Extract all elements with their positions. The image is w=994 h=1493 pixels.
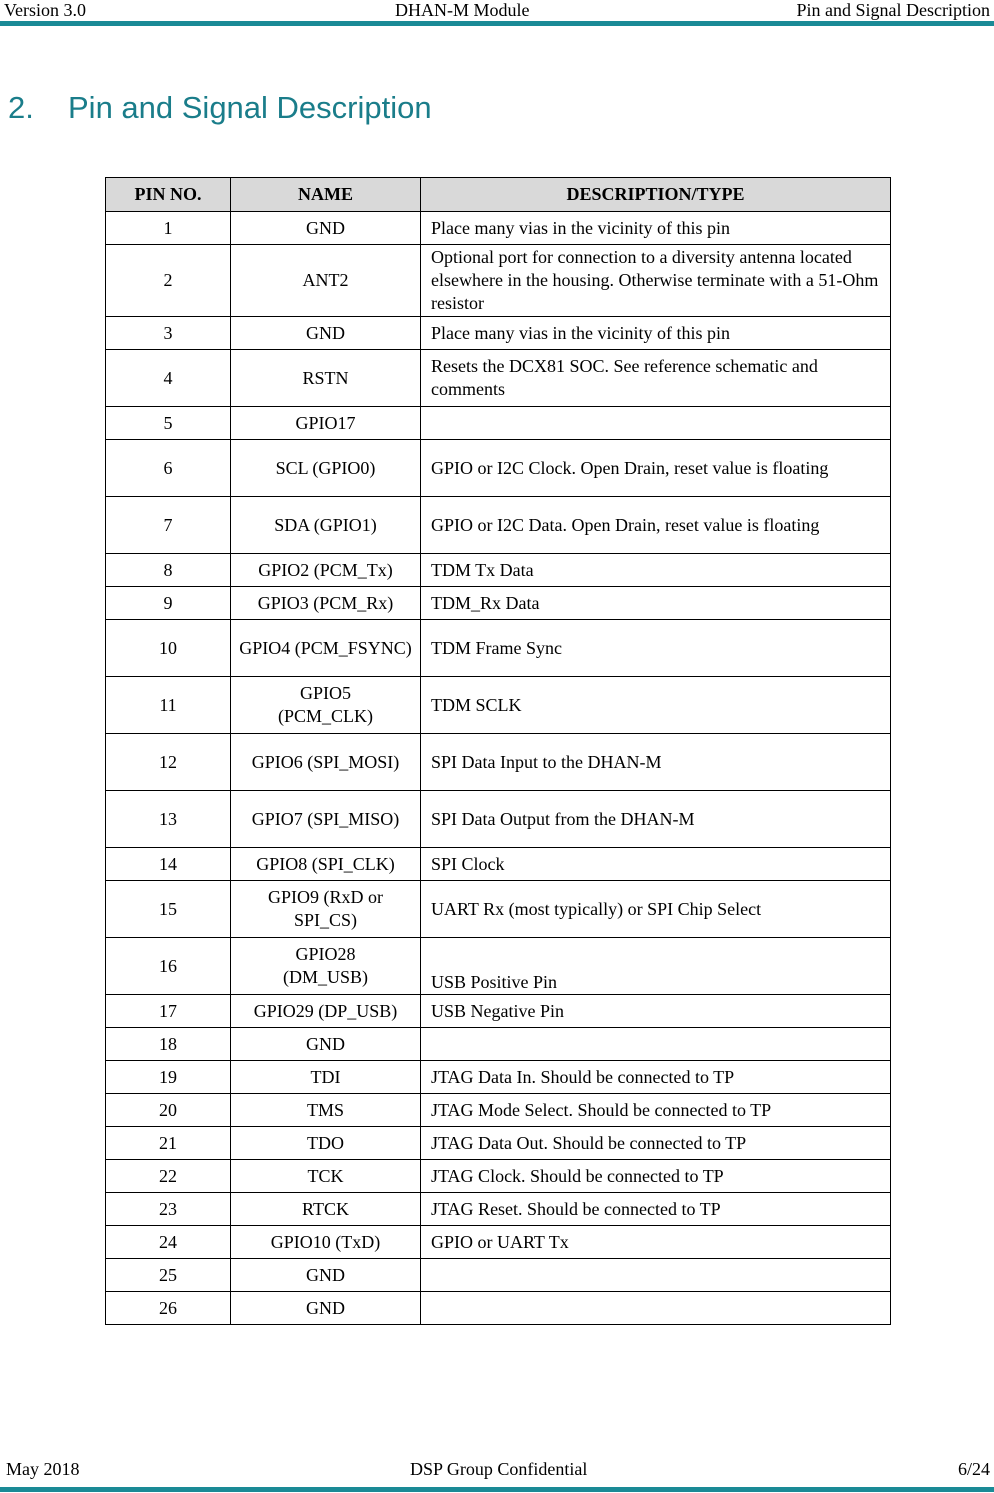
pin-name-text: TMS — [306, 1099, 344, 1120]
pin-name-cell — [231, 407, 421, 440]
pin-description-cell: USB Negative Pin — [421, 995, 891, 1028]
table-row — [106, 1259, 891, 1292]
table-row — [106, 1094, 891, 1127]
footer-confidential: DSP Group Confidential — [410, 1459, 588, 1479]
pin-name-cell — [231, 317, 421, 350]
pin-name-text: RSTN — [302, 367, 349, 388]
table-row — [106, 245, 891, 317]
pin-description-cell: SPI Data Input to the DHAN-M — [421, 734, 891, 791]
pin-name-cell — [231, 350, 421, 407]
pin-description-cell: TDM Tx Data — [421, 554, 891, 587]
pin-name-cell — [231, 554, 421, 587]
pin-number-cell: 17 — [106, 995, 231, 1028]
pin-name-text: TCK — [307, 1165, 344, 1186]
table-row — [106, 1226, 891, 1259]
pin-table — [105, 177, 891, 1325]
pin-description-cell: GPIO or UART Tx — [421, 1226, 891, 1259]
pin-number-cell: 8 — [106, 554, 231, 587]
pin-name-cell — [231, 1127, 421, 1160]
table-row — [106, 734, 891, 791]
table-header-row — [106, 178, 891, 212]
pin-name-text: SDA (GPIO1) — [274, 514, 377, 535]
pin-name-text: SCL (GPIO0) — [275, 457, 376, 478]
pin-name-text: RTCK — [302, 1198, 349, 1219]
pin-name-cell — [231, 497, 421, 554]
table-row — [106, 350, 891, 407]
table-row — [106, 677, 891, 734]
pin-number-cell: 25 — [106, 1259, 231, 1292]
table-row — [106, 407, 891, 440]
pin-description-cell: UART Rx (most typically) or SPI Chip Select — [421, 881, 891, 938]
pin-name-text: GPIO6 (SPI_MOSI) — [251, 751, 400, 772]
pin-name-cell — [231, 1028, 421, 1061]
pin-description-cell: GPIO or I2C Clock. Open Drain, reset value is floating — [421, 440, 891, 497]
section-number: 2. — [8, 90, 34, 125]
pin-description-cell: Optional port for connection to a diversity antenna located elsewhere in the housing. Otherwise terminate with a 51-Ohm resistor — [421, 245, 891, 317]
pin-name-text: TDI — [310, 1066, 341, 1087]
pin-number-cell: 15 — [106, 881, 231, 938]
pin-description-cell — [421, 407, 891, 440]
header-rule — [0, 21, 994, 26]
table-row — [106, 497, 891, 554]
table-row — [106, 1061, 891, 1094]
pin-description-cell: Resets the DCX81 SOC. See reference schematic and comments — [421, 350, 891, 407]
pin-description-cell: JTAG Mode Select. Should be connected to TP — [421, 1094, 891, 1127]
pin-number-cell: 12 — [106, 734, 231, 791]
pin-name-cell — [231, 881, 421, 938]
pin-number-cell: 7 — [106, 497, 231, 554]
pin-name-cell — [231, 440, 421, 497]
table-row — [106, 587, 891, 620]
pin-name-cell — [231, 734, 421, 791]
pin-description-cell — [421, 1028, 891, 1061]
pin-name-text: GPIO8 (SPI_CLK) — [256, 853, 395, 874]
pin-description-cell — [421, 1292, 891, 1325]
pin-name-text: GPIO3 (PCM_Rx) — [257, 592, 394, 613]
pin-name-text: GND — [306, 1297, 345, 1318]
pin-description-cell: SPI Clock — [421, 848, 891, 881]
pin-description-cell: GPIO or I2C Data. Open Drain, reset value is floating — [421, 497, 891, 554]
pin-number-cell: 4 — [106, 350, 231, 407]
pin-description-cell: JTAG Data Out. Should be connected to TP — [421, 1127, 891, 1160]
pin-number-cell: 2 — [106, 245, 231, 317]
pin-name-cell — [231, 848, 421, 881]
pin-number-cell: 5 — [106, 407, 231, 440]
pin-description-cell: JTAG Data In. Should be connected to TP — [421, 1061, 891, 1094]
table-row — [106, 848, 891, 881]
pin-number-cell: 11 — [106, 677, 231, 734]
pin-description-cell: Place many vias in the vicinity of this pin — [421, 212, 891, 245]
pin-name-cell — [231, 995, 421, 1028]
header-version: Version 3.0 — [4, 0, 86, 20]
table-row — [106, 938, 891, 995]
pin-number-cell: 21 — [106, 1127, 231, 1160]
pin-number-cell: 20 — [106, 1094, 231, 1127]
table-row — [106, 881, 891, 938]
pin-name-cell — [231, 620, 421, 677]
header-section: Pin and Signal Description — [796, 0, 990, 20]
pin-name-cell — [231, 1094, 421, 1127]
pin-number-cell: 6 — [106, 440, 231, 497]
pin-description-cell: TDM_Rx Data — [421, 587, 891, 620]
pin-name-text: GPIO5 (PCM_CLK) — [277, 683, 373, 726]
column-header-pin: PIN NO. — [106, 178, 231, 212]
table-row — [106, 1292, 891, 1325]
pin-description-cell: Place many vias in the vicinity of this pin — [421, 317, 891, 350]
table-row — [106, 212, 891, 245]
pin-name-text: GPIO10 (TxD) — [270, 1231, 381, 1252]
footer-rule — [0, 1487, 994, 1492]
table-row — [106, 1127, 891, 1160]
section-heading — [8, 88, 432, 128]
table-row — [106, 1193, 891, 1226]
pin-name-cell — [231, 791, 421, 848]
pin-name-text: GND — [306, 322, 345, 343]
table-row — [106, 554, 891, 587]
pin-name-cell — [231, 1259, 421, 1292]
pin-number-cell: 14 — [106, 848, 231, 881]
table-row — [106, 620, 891, 677]
pin-name-cell — [231, 245, 421, 317]
pin-description-cell: JTAG Reset. Should be connected to TP — [421, 1193, 891, 1226]
pin-number-cell: 10 — [106, 620, 231, 677]
pin-name-text: GPIO28 (DM_USB) — [282, 944, 368, 987]
table-row — [106, 440, 891, 497]
pin-name-text: GND — [306, 217, 345, 238]
pin-description-cell: TDM Frame Sync — [421, 620, 891, 677]
pin-description-cell: USB Positive Pin — [421, 938, 891, 995]
pin-description-cell: JTAG Clock. Should be connected to TP — [421, 1160, 891, 1193]
pin-name-cell — [231, 212, 421, 245]
pin-name-cell — [231, 1226, 421, 1259]
pin-name-cell — [231, 1292, 421, 1325]
column-header-name: NAME — [231, 178, 421, 212]
table-row — [106, 1028, 891, 1061]
pin-name-text: GPIO9 (RxD or SPI_CS) — [268, 887, 383, 930]
pin-name-cell — [231, 1160, 421, 1193]
pin-number-cell: 16 — [106, 938, 231, 995]
pin-name-cell — [231, 587, 421, 620]
pin-number-cell: 1 — [106, 212, 231, 245]
pin-number-cell: 13 — [106, 791, 231, 848]
pin-number-cell: 18 — [106, 1028, 231, 1061]
pin-name-text: ANT2 — [302, 270, 349, 290]
pin-name-cell — [231, 1061, 421, 1094]
pin-description-cell: TDM SCLK — [421, 677, 891, 734]
footer-page-number: 6/24 — [957, 1459, 990, 1479]
pin-name-cell — [231, 1193, 421, 1226]
section-title: Pin and Signal Description — [68, 90, 432, 125]
pin-number-cell: 9 — [106, 587, 231, 620]
pin-name-cell — [231, 938, 421, 995]
pin-name-text: TDO — [307, 1132, 344, 1153]
pin-description-cell: SPI Data Output from the DHAN-M — [421, 791, 891, 848]
pin-name-text: GPIO2 (PCM_Tx) — [258, 559, 393, 580]
table-row — [106, 317, 891, 350]
pin-number-cell: 26 — [106, 1292, 231, 1325]
pin-name-text: GND — [306, 1264, 345, 1285]
pin-name-text: GPIO4 (PCM_FSYNC) — [239, 637, 412, 658]
pin-description-cell — [421, 1259, 891, 1292]
pin-name-cell — [231, 677, 421, 734]
table-row — [106, 1160, 891, 1193]
header-module: DHAN-M Module — [395, 0, 530, 20]
pin-name-text: GND — [306, 1033, 345, 1054]
pin-number-cell: 3 — [106, 317, 231, 350]
pin-number-cell: 24 — [106, 1226, 231, 1259]
pin-name-text: GPIO29 (DP_USB) — [253, 1000, 398, 1021]
pin-name-text: GPIO17 — [295, 412, 356, 433]
pin-number-cell: 22 — [106, 1160, 231, 1193]
pin-name-text: GPIO7 (SPI_MISO) — [251, 808, 400, 829]
pin-number-cell: 19 — [106, 1061, 231, 1094]
pin-number-cell: 23 — [106, 1193, 231, 1226]
column-header-description: DESCRIPTION/TYPE — [421, 178, 891, 212]
table-row — [106, 995, 891, 1028]
footer-date: May 2018 — [6, 1459, 80, 1479]
table-row — [106, 791, 891, 848]
